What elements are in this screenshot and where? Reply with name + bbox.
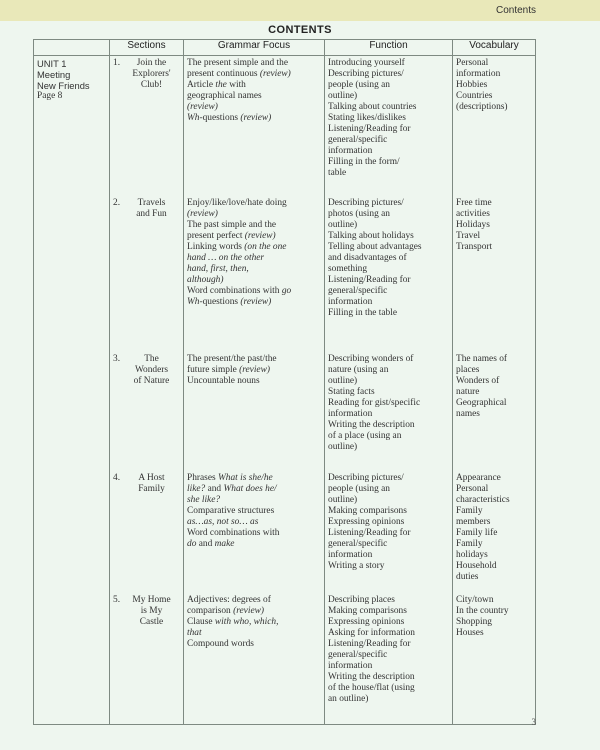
grammar-text: hand … on the other — [187, 252, 265, 263]
table-row — [34, 196, 536, 352]
function-line: Listening/Reading for — [328, 124, 411, 134]
grammar-line — [187, 58, 321, 69]
section-name-line: Wonders — [134, 364, 169, 375]
vocabulary-line: Family — [456, 505, 483, 516]
grammar-line — [187, 253, 321, 264]
grammar-line — [187, 91, 321, 102]
section-name-line: Family — [138, 483, 165, 494]
vocabulary-line: information — [456, 69, 501, 79]
function-line: information — [328, 296, 373, 307]
grammar-line — [187, 517, 321, 528]
function-line: general/specific — [328, 538, 388, 549]
section-entry — [113, 354, 180, 387]
function-line: Expressing opinions — [328, 616, 405, 627]
section-name-line: Travels — [137, 197, 166, 208]
grammar-text: the — [215, 80, 227, 90]
vocabulary-line: places — [456, 364, 480, 375]
vocabulary-line: duties — [456, 571, 479, 582]
grammar-column-header: Grammar Focus — [184, 40, 325, 56]
grammar-text: Word combinations with — [187, 527, 280, 538]
grammar-line — [187, 80, 321, 91]
grammar-text: and — [196, 538, 215, 549]
vocabulary-line: Personal — [456, 483, 489, 494]
vocabulary-line: Wonders of — [456, 375, 500, 386]
function-line: general/specific — [328, 285, 388, 296]
vocabulary-line: Hobbies — [456, 80, 488, 90]
grammar-line — [187, 286, 321, 297]
function-line: Making comparisons — [328, 505, 407, 516]
function-line: people (using an — [328, 483, 390, 494]
section-name-line: Club! — [140, 80, 163, 90]
vocabulary-line: members — [456, 516, 491, 527]
vocabulary-cell — [453, 593, 536, 725]
unit-title-line: New Friends — [37, 80, 90, 91]
grammar-text: Wh — [187, 113, 200, 123]
grammar-text: (review) — [187, 208, 218, 219]
function-line: information — [328, 408, 373, 419]
function-cell — [325, 471, 453, 593]
section-name-line: Castle — [139, 616, 164, 627]
grammar-text: (on the one — [244, 241, 287, 252]
function-line: Asking for information — [328, 627, 415, 638]
grammar-line — [187, 275, 321, 286]
grammar-cell — [184, 196, 325, 352]
section-cell — [110, 196, 184, 352]
sections-column-header: Sections — [110, 40, 184, 56]
unit-page-ref: Page 8 — [37, 91, 63, 101]
grammar-line — [187, 209, 321, 220]
grammar-line — [187, 595, 321, 606]
grammar-line — [187, 628, 321, 639]
vocabulary-line: Geographical — [456, 397, 507, 408]
grammar-text: geographical names — [187, 91, 262, 101]
function-line: outline) — [328, 441, 358, 452]
function-line: Introducing yourself — [328, 58, 405, 68]
section-cell — [110, 56, 184, 196]
vocabulary-line: holidays — [456, 549, 488, 560]
function-line: of a place (using an — [328, 430, 402, 441]
function-line: Describing wonders of — [328, 353, 414, 364]
grammar-text: Clause — [187, 616, 215, 627]
grammar-text: Adjectives: degrees of — [187, 594, 271, 605]
section-name-line: My Home — [132, 594, 171, 605]
grammar-line — [187, 495, 321, 506]
grammar-text: and — [205, 483, 224, 494]
grammar-line — [187, 198, 321, 209]
grammar-line — [187, 297, 321, 308]
vocabulary-line: The names of — [456, 353, 508, 364]
grammar-text: Enjoy/like/love/hate doing — [187, 197, 287, 208]
section-name-line: Explorers' — [132, 69, 171, 79]
section-number: 1. — [113, 58, 121, 68]
grammar-line — [187, 231, 321, 242]
vocabulary-cell — [453, 352, 536, 471]
section-name-line: The — [144, 353, 159, 364]
section-number: 4. — [113, 472, 121, 483]
grammar-text: comparison — [187, 605, 234, 616]
unit-cell — [34, 352, 110, 471]
section-name-line: and Fun — [136, 208, 167, 219]
grammar-line — [187, 220, 321, 231]
function-line: photos (using an — [328, 208, 390, 219]
function-line: Listening/Reading for — [328, 527, 411, 538]
page-number: 3 — [531, 717, 536, 727]
grammar-text: make — [214, 538, 235, 549]
unit-cell — [34, 196, 110, 352]
function-line: Writing a story — [328, 560, 385, 571]
function-line: and disadvantages of — [328, 252, 407, 263]
unit-column-header — [34, 40, 110, 56]
section-name — [123, 198, 180, 220]
function-line: Writing the description — [328, 419, 415, 430]
vocabulary-line: City/town — [456, 594, 494, 605]
grammar-text: Wh — [187, 296, 200, 307]
grammar-text: future simple — [187, 364, 240, 375]
function-line: Making comparisons — [328, 605, 407, 616]
section-cell — [110, 352, 184, 471]
section-name — [123, 595, 180, 628]
vocabulary-cell — [453, 196, 536, 352]
running-header — [0, 0, 600, 21]
grammar-text: (review) — [240, 296, 272, 307]
vocabulary-line: In the country — [456, 605, 509, 616]
unit-title-line: Meeting — [37, 69, 71, 80]
vocabulary-line: Family life — [456, 527, 498, 538]
grammar-text: Linking words — [187, 241, 245, 252]
section-number: 2. — [113, 197, 121, 208]
grammar-text: What is she/he — [218, 472, 273, 483]
function-line: table — [328, 168, 347, 178]
table-row — [34, 593, 536, 725]
grammar-line — [187, 484, 321, 495]
unit-cell — [34, 593, 110, 725]
vocabulary-cell — [453, 471, 536, 593]
function-line: Filling in the form/ — [328, 157, 400, 167]
vocabulary-line: Holidays — [456, 219, 490, 230]
function-line: Expressing opinions — [328, 516, 405, 527]
running-header-label: Contents — [495, 5, 536, 16]
grammar-text: (review) — [233, 605, 264, 616]
contents-table — [33, 39, 536, 725]
function-line: outline) — [328, 219, 358, 230]
table-row — [34, 352, 536, 471]
grammar-text: she like? — [187, 494, 221, 505]
section-entry — [113, 595, 180, 628]
section-cell — [110, 471, 184, 593]
function-line: of the house/flat (using — [328, 682, 415, 693]
section-name-line: of Nature — [133, 375, 170, 386]
function-line: outline) — [328, 375, 358, 386]
function-line: outline) — [328, 494, 358, 505]
unit-cell — [34, 471, 110, 593]
grammar-text: What does he/ — [223, 483, 277, 494]
function-line: Writing the description — [328, 671, 415, 682]
grammar-text: (review) — [187, 102, 218, 112]
grammar-text: -questions — [199, 113, 241, 123]
grammar-text: (review) — [240, 113, 272, 123]
function-line: general/specific — [328, 135, 388, 145]
grammar-line — [187, 264, 321, 275]
section-name-line: Join the — [136, 58, 167, 68]
function-line: outline) — [328, 91, 358, 101]
table-row — [34, 56, 536, 196]
page-title: CONTENTS — [268, 24, 332, 36]
grammar-text: Compound words — [187, 638, 254, 649]
unit-title-line: UNIT 1 — [37, 58, 67, 69]
vocabulary-line: Shopping — [456, 616, 492, 627]
grammar-text: -questions — [199, 296, 241, 307]
function-line: Describing pictures/ — [328, 69, 404, 79]
vocabulary-line: characteristics — [456, 494, 510, 505]
section-entry — [113, 198, 180, 220]
function-line: Telling about advantages — [328, 241, 422, 252]
function-line: Describing pictures/ — [328, 197, 404, 208]
function-cell — [325, 352, 453, 471]
vocabulary-line: Family — [456, 538, 483, 549]
section-name-line: A Host — [138, 472, 165, 483]
grammar-line — [187, 242, 321, 253]
header-row — [34, 40, 536, 56]
vocabulary-cell — [453, 56, 536, 196]
grammar-text: as…as, not so… as — [187, 516, 259, 527]
vocabulary-line: activities — [456, 208, 490, 219]
function-line: Describing places — [328, 594, 395, 605]
grammar-cell — [184, 593, 325, 725]
vocabulary-line: nature — [456, 386, 480, 397]
grammar-line — [187, 102, 321, 113]
function-line: Talking about countries — [328, 102, 417, 112]
function-line: general/specific — [328, 649, 388, 660]
function-line: information — [328, 146, 373, 156]
function-line: information — [328, 549, 373, 560]
grammar-text: Article — [187, 80, 216, 90]
grammar-text: present continuous — [187, 69, 260, 79]
vocabulary-line: Transport — [456, 241, 493, 252]
vocabulary-line: names — [456, 408, 480, 419]
grammar-line — [187, 473, 321, 484]
grammar-line — [187, 528, 321, 539]
vocabulary-line: Household — [456, 560, 497, 571]
grammar-text: (review) — [239, 364, 270, 375]
grammar-text: Comparative structures — [187, 505, 275, 516]
grammar-text: The past simple and the — [187, 219, 277, 230]
grammar-line — [187, 639, 321, 650]
grammar-text: (review) — [259, 69, 291, 79]
grammar-text: Phrases — [187, 472, 218, 483]
grammar-text: do — [187, 538, 197, 549]
function-line: Describing pictures/ — [328, 472, 404, 483]
grammar-text: The present/the past/the — [187, 353, 277, 364]
table-row — [34, 471, 536, 593]
function-line: Reading for gist/specific — [328, 397, 421, 408]
grammar-line — [187, 539, 321, 550]
grammar-text: Uncountable nouns — [187, 375, 260, 386]
section-number: 5. — [113, 594, 121, 605]
section-cell — [110, 593, 184, 725]
section-name — [123, 58, 180, 91]
grammar-text: with — [226, 80, 246, 90]
grammar-line — [187, 69, 321, 80]
grammar-text: The present simple and the — [187, 58, 289, 68]
grammar-text: present perfect — [187, 230, 245, 241]
function-line: something — [328, 263, 368, 274]
function-line: an outline) — [328, 693, 369, 704]
grammar-line — [187, 606, 321, 617]
section-name-line: is My — [140, 605, 163, 616]
function-line: Listening/Reading for — [328, 638, 411, 649]
section-number: 3. — [113, 353, 121, 364]
grammar-cell — [184, 471, 325, 593]
vocabulary-column-header: Vocabulary — [453, 40, 536, 56]
vocabulary-line: Personal — [456, 58, 489, 68]
unit-cell — [34, 56, 110, 196]
grammar-line — [187, 617, 321, 628]
grammar-text: go — [281, 285, 292, 296]
vocabulary-line: Free time — [456, 197, 492, 208]
vocabulary-line: (descriptions) — [456, 102, 508, 112]
grammar-line — [187, 376, 321, 387]
grammar-cell — [184, 352, 325, 471]
function-line: nature (using an — [328, 364, 389, 375]
vocabulary-line: Travel — [456, 230, 481, 241]
grammar-text: like? — [187, 483, 206, 494]
vocabulary-line: Countries — [456, 91, 493, 101]
section-name — [123, 354, 180, 387]
vocabulary-line: Appearance — [456, 472, 501, 483]
function-line: Filling in the table — [328, 307, 398, 318]
function-line: Stating facts — [328, 386, 375, 397]
grammar-text: although) — [187, 274, 224, 285]
section-entry — [113, 473, 180, 495]
function-line: Talking about holidays — [328, 230, 414, 241]
grammar-line — [187, 354, 321, 365]
grammar-line — [187, 365, 321, 376]
function-line: information — [328, 660, 373, 671]
grammar-text: that — [187, 627, 202, 638]
section-entry — [113, 58, 180, 91]
function-cell — [325, 593, 453, 725]
function-column-header: Function — [325, 40, 453, 56]
function-line: people (using an — [328, 80, 390, 90]
section-name — [123, 473, 180, 495]
function-line: Stating likes/dislikes — [328, 113, 406, 123]
grammar-cell — [184, 56, 325, 196]
grammar-text: with who, which, — [214, 616, 279, 627]
function-cell — [325, 196, 453, 352]
grammar-text: (review) — [244, 230, 276, 241]
vocabulary-line: Houses — [456, 627, 484, 638]
grammar-line — [187, 506, 321, 517]
grammar-line — [187, 113, 321, 124]
function-line: Listening/Reading for — [328, 274, 411, 285]
grammar-text: Word combinations with — [187, 285, 282, 296]
function-cell — [325, 56, 453, 196]
grammar-text: hand, first, then, — [187, 263, 249, 274]
